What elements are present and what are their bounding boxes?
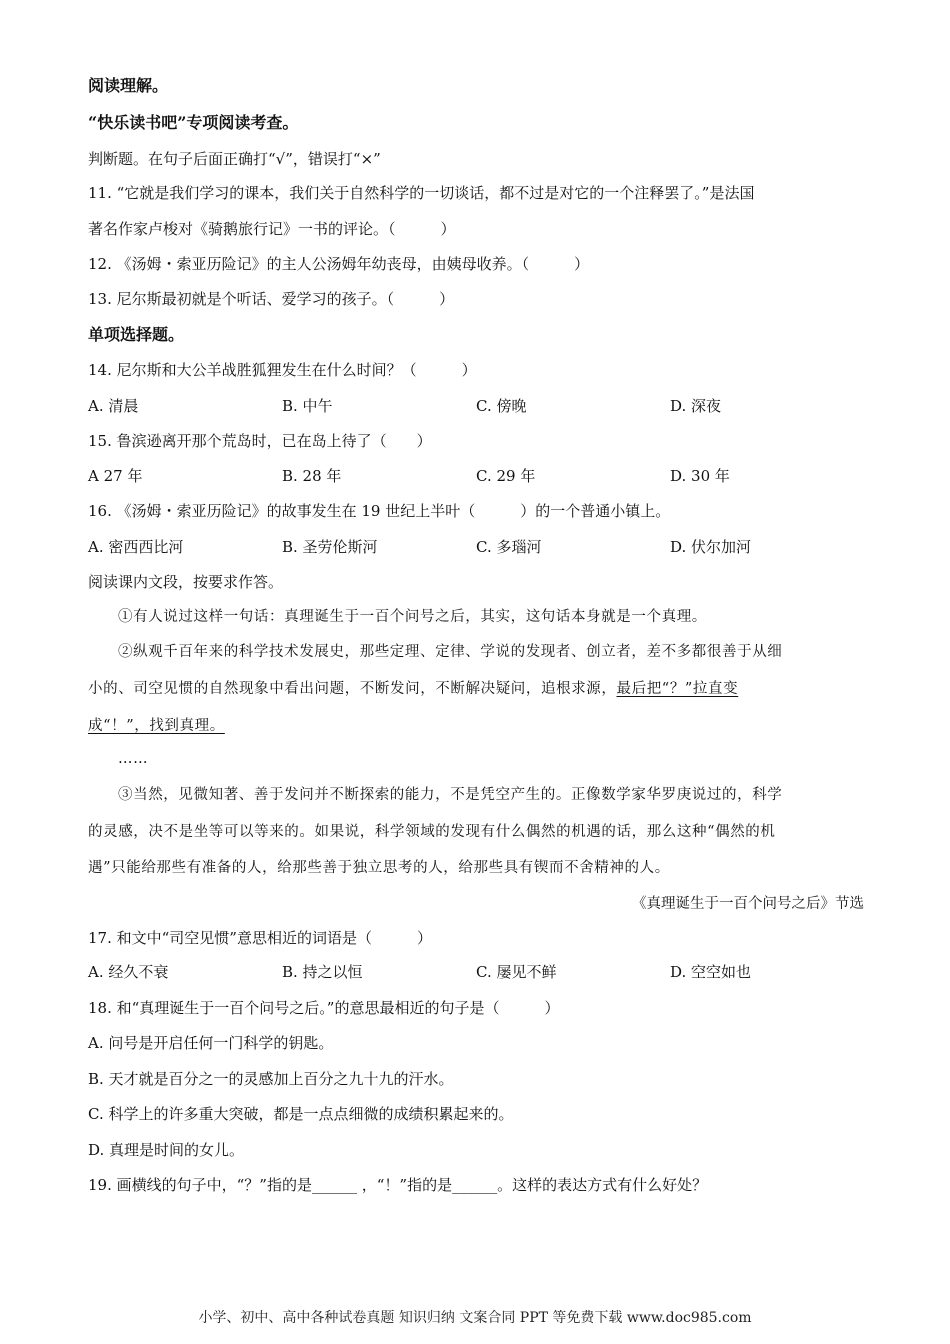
question-19: 19. 画横线的句子中，“？”指的是______ ，“！”指的是______。这样的表达方式有什么好处？	[88, 1176, 708, 1194]
passage-source: 《真理诞生于一百个问号之后》节选	[632, 896, 864, 912]
question-15-stem: 15. 鲁滨逊离开那个荒岛时，已在岛上待了（ ）	[88, 432, 432, 450]
question-11-line1: 11. “它就是我们学习的课本，我们关于自然科学的一切谈话，都不过是对它的一个注释罢了。”是法国	[88, 184, 755, 202]
passage-instruction: 阅读课内文段，按要求作答。	[88, 573, 284, 591]
question-17-option-a: A. 经久不衰	[88, 963, 169, 981]
passage-ellipsis: ……	[118, 751, 149, 767]
question-16-stem: 16. 《汤姆・索亚历险记》的故事发生在 19 世纪上半叶（ ）的一个普通小镇上。	[88, 502, 671, 520]
passage-paragraph-2-line1: ②纵观千百年来的科学技术发展史，那些定理、定律、学说的发现者、创立者，差不多都很善于从细	[118, 644, 783, 660]
passage-paragraph-2-plain: 小的、司空见惯的自然现象中看出问题，不断发问，不断解决疑问，追根求源，	[88, 681, 617, 697]
section-heading-reading: 阅读理解。	[88, 76, 169, 95]
question-14-stem: 14. 尼尔斯和大公羊战胜狐狸发生在什么时间？（ ）	[88, 361, 477, 379]
page-footer: 小学、初中、高中各种试卷真题 知识归纳 文案合同 PPT 等免费下载 www.doc985.com	[198, 1310, 752, 1326]
underlined-sentence-part2: 成“！”，找到真理。	[88, 718, 225, 734]
question-13: 13. 尼尔斯最初就是个听话、爱学习的孩子。（ ）	[88, 290, 455, 308]
question-16-option-a: A. 密西西比河	[88, 538, 184, 556]
question-15-option-c: C. 29 年	[476, 467, 536, 485]
passage-paragraph-2-line2	[88, 679, 738, 699]
passage-paragraph-1: ①有人说过这样一句话：真理诞生于一百个问号之后，其实，这句话本身就是一个真理。	[118, 609, 707, 625]
question-18-option-a: A. 问号是开启任何一门科学的钥匙。	[88, 1034, 334, 1052]
question-14-option-a: A. 清晨	[88, 397, 139, 415]
section-heading-kuaile: “快乐读书吧”专项阅读考查。	[88, 113, 299, 132]
question-15-option-b: B. 28 年	[282, 467, 342, 485]
section-heading-single-choice: 单项选择题。	[88, 325, 185, 344]
passage-paragraph-3-line2: 的灵感，决不是坐等可以等来的。如果说，科学领域的发现有什么偶然的机遇的话，那么这种“偶然的机	[88, 824, 776, 840]
question-14-option-b: B. 中午	[282, 397, 333, 415]
question-16-option-b: B. 圣劳伦斯河	[282, 538, 378, 556]
question-18-stem: 18. 和“真理诞生于一百个问号之后。”的意思最相近的句子是（ ）	[88, 999, 560, 1017]
question-11-line2: 著名作家卢梭对《骑鹅旅行记》一书的评论。（ ）	[88, 220, 456, 238]
passage-paragraph-3-line3: 遇”只能给那些有准备的人，给那些善于独立思考的人，给那些具有锲而不舍精神的人。	[88, 860, 670, 876]
question-18-option-b: B. 天才就是百分之一的灵感加上百分之九十九的汗水。	[88, 1070, 454, 1088]
question-16-option-d: D. 伏尔加河	[670, 538, 752, 556]
question-14-option-d: D. 深夜	[670, 397, 722, 415]
question-18-option-c: C. 科学上的许多重大突破，都是一点点细微的成绩积累起来的。	[88, 1105, 514, 1123]
question-12: 12. 《汤姆・索亚历险记》的主人公汤姆年幼丧母，由姨母收养。（ ）	[88, 255, 590, 273]
question-17-stem: 17. 和文中“司空见惯”意思相近的词语是（ ）	[88, 929, 432, 947]
question-17-option-d: D. 空空如也	[670, 963, 752, 981]
question-17-option-b: B. 持之以恒	[282, 963, 363, 981]
passage-paragraph-3-line1: ③当然，见微知著、善于发问并不断探索的能力，不是凭空产生的。正像数学家华罗庚说过的，科学	[118, 787, 783, 803]
underlined-sentence-part1: 最后把“？”拉直变	[616, 681, 739, 697]
question-14-option-c: C. 傍晚	[476, 397, 527, 415]
judge-instruction: 判断题。在句子后面正确打“√”，错误打“×”	[88, 150, 381, 168]
question-18-option-d: D. 真理是时间的女儿。	[88, 1141, 245, 1159]
question-15-option-a: A 27 年	[88, 467, 143, 485]
question-16-option-c: C. 多瑙河	[476, 538, 542, 556]
question-15-option-d: D. 30 年	[670, 467, 730, 485]
question-17-option-c: C. 屡见不鲜	[476, 963, 557, 981]
